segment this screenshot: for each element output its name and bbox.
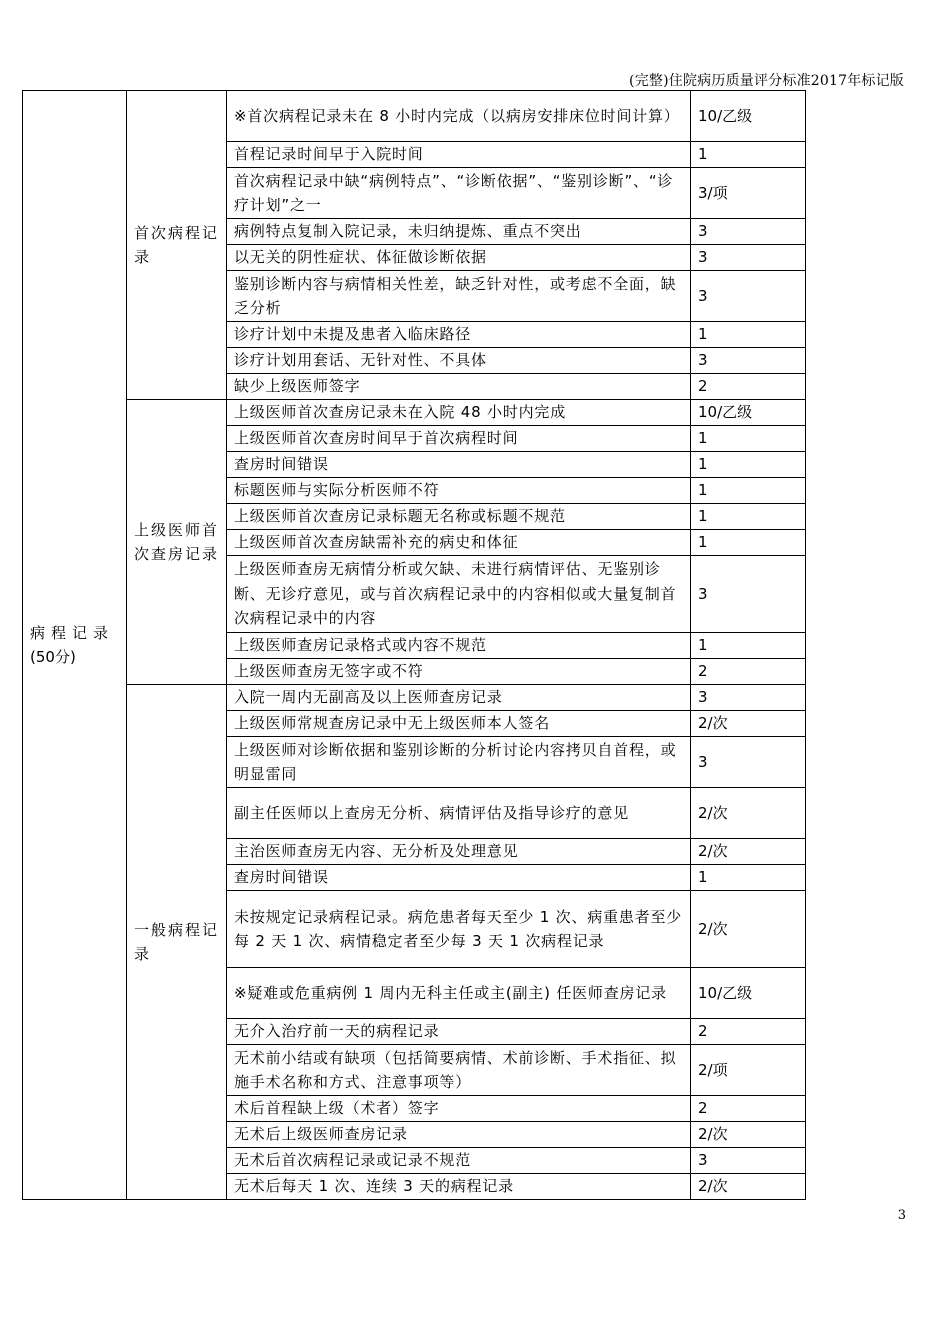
deduction-item: 上级医师常规查房记录中无上级医师本人签名 <box>227 711 691 737</box>
deduction-score: 1 <box>691 633 806 659</box>
table-row <box>23 685 806 711</box>
section-name: 上级医师首次查房记录 <box>127 400 227 685</box>
deduction-item: 上级医师查房无病情分析或欠缺、未进行病情评估、无鉴别诊断、无诊疗意见，或与首次病程记录中的内容相似或大量复制首次病程记录中的内容 <box>227 556 691 633</box>
deduction-item: 查房时间错误 <box>227 865 691 891</box>
deduction-item: 上级医师查房记录格式或内容不规范 <box>227 633 691 659</box>
deduction-item: ※首次病程记录未在 8 小时内完成（以病房安排床位时间计算） <box>227 91 691 142</box>
deduction-score: 1 <box>691 865 806 891</box>
document-header-title: (完整)住院病历质量评分标准2017年标记版 <box>629 73 904 89</box>
deduction-item: 上级医师查房无签字或不符 <box>227 659 691 685</box>
deduction-score: 1 <box>691 504 806 530</box>
deduction-item: 无术前小结或有缺项（包括简要病情、术前诊断、手术指征、拟施手术名称和方式、注意事项等） <box>227 1045 691 1096</box>
deduction-score: 1 <box>691 452 806 478</box>
deduction-item: 未按规定记录病程记录。病危患者每天至少 1 次、病重患者至少每 2 天 1 次、病情稳定者至少每 3 天 1 次病程记录 <box>227 891 691 968</box>
section-name: 首次病程记录 <box>127 91 227 400</box>
deduction-item: 诊疗计划中未提及患者入临床路径 <box>227 322 691 348</box>
deduction-score: 2/次 <box>691 1174 806 1200</box>
category-points: (50分) <box>30 648 76 666</box>
deduction-item: 病例特点复制入院记录，未归纳提炼、重点不突出 <box>227 219 691 245</box>
deduction-score: 3 <box>691 348 806 374</box>
deduction-score: 3/项 <box>691 168 806 219</box>
deduction-item: 术后首程缺上级（术者）签字 <box>227 1096 691 1122</box>
deduction-score: 2/次 <box>691 839 806 865</box>
deduction-item: 诊疗计划用套话、无针对性、不具体 <box>227 348 691 374</box>
deduction-item: 首程记录时间早于入院时间 <box>227 142 691 168</box>
section-name: 一般病程记录 <box>127 685 227 1200</box>
deduction-score: 2 <box>691 1096 806 1122</box>
deduction-item: 标题医师与实际分析医师不符 <box>227 478 691 504</box>
deduction-item: 查房时间错误 <box>227 452 691 478</box>
deduction-score: 10/乙级 <box>691 968 806 1019</box>
deduction-item: 上级医师对诊断依据和鉴别诊断的分析讨论内容拷贝自首程，或明显雷同 <box>227 737 691 788</box>
deduction-item: 上级医师首次查房记录标题无名称或标题不规范 <box>227 504 691 530</box>
deduction-item: 上级医师首次查房缺需补充的病史和体征 <box>227 530 691 556</box>
category-cell <box>23 91 127 1200</box>
deduction-item: 上级医师首次查房记录未在入院 48 小时内完成 <box>227 400 691 426</box>
deduction-item: 无术后上级医师查房记录 <box>227 1122 691 1148</box>
deduction-score: 2 <box>691 1019 806 1045</box>
deduction-item: 入院一周内无副高及以上医师查房记录 <box>227 685 691 711</box>
deduction-item: 无术后每天 1 次、连续 3 天的病程记录 <box>227 1174 691 1200</box>
deduction-score: 1 <box>691 530 806 556</box>
deduction-item: 副主任医师以上查房无分析、病情评估及指导诊疗的意见 <box>227 788 691 839</box>
deduction-item: 以无关的阴性症状、体征做诊断依据 <box>227 245 691 271</box>
deduction-score: 1 <box>691 426 806 452</box>
deduction-score: 3 <box>691 556 806 633</box>
deduction-score: 3 <box>691 271 806 322</box>
scoring-table-body <box>23 91 806 1200</box>
deduction-score: 3 <box>691 245 806 271</box>
deduction-score: 3 <box>691 737 806 788</box>
table-row <box>23 400 806 426</box>
page-number: 3 <box>897 1208 906 1223</box>
scoring-table <box>22 90 806 1200</box>
deduction-item: 鉴别诊断内容与病情相关性差，缺乏针对性，或考虑不全面，缺乏分析 <box>227 271 691 322</box>
deduction-score: 3 <box>691 685 806 711</box>
deduction-item: 首次病程记录中缺“病例特点”、“诊断依据”、“鉴别诊断”、“诊疗计划”之一 <box>227 168 691 219</box>
deduction-score: 2 <box>691 374 806 400</box>
deduction-score: 2/次 <box>691 788 806 839</box>
deduction-score: 2 <box>691 659 806 685</box>
deduction-score: 3 <box>691 219 806 245</box>
deduction-score: 2/次 <box>691 711 806 737</box>
deduction-score: 3 <box>691 1148 806 1174</box>
table-row <box>23 91 806 142</box>
deduction-item: 缺少上级医师签字 <box>227 374 691 400</box>
deduction-score: 10/乙级 <box>691 91 806 142</box>
deduction-score: 2/次 <box>691 891 806 968</box>
deduction-score: 1 <box>691 322 806 348</box>
deduction-item: 无介入治疗前一天的病程记录 <box>227 1019 691 1045</box>
deduction-item: 无术后首次病程记录或记录不规范 <box>227 1148 691 1174</box>
deduction-score: 2/项 <box>691 1045 806 1096</box>
category-name: 病程记录 <box>30 623 115 642</box>
deduction-score: 10/乙级 <box>691 400 806 426</box>
deduction-score: 1 <box>691 478 806 504</box>
deduction-score: 1 <box>691 142 806 168</box>
deduction-item: 主治医师查房无内容、无分析及处理意见 <box>227 839 691 865</box>
deduction-score: 2/次 <box>691 1122 806 1148</box>
deduction-item: 上级医师首次查房时间早于首次病程时间 <box>227 426 691 452</box>
deduction-item: ※疑难或危重病例 1 周内无科主任或主(副主) 任医师查房记录 <box>227 968 691 1019</box>
